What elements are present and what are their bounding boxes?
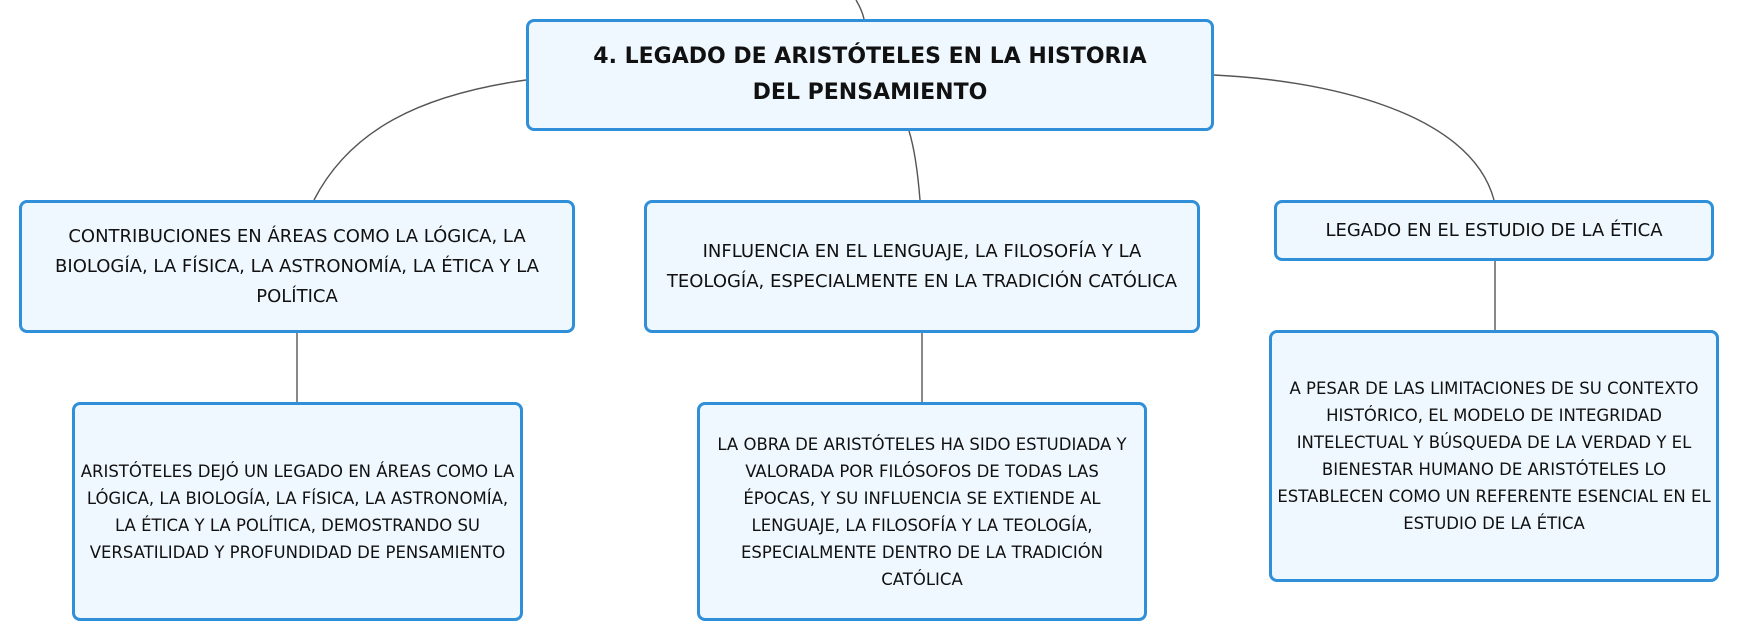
detail-node-contributions[interactable]: [72, 402, 523, 621]
detail-node-influence[interactable]: [697, 402, 1147, 621]
branch-label-contributions: CONTRIBUCIONES EN ÁREAS COMO LA LÓGICA, LA BIOLOGÍA, LA FÍSICA, LA ASTRONOMÍA, LA ÉTICA Y LA POLÍTICA: [55, 225, 539, 307]
branch-node-ethics[interactable]: [1274, 200, 1714, 261]
connector-root-ethics: [1214, 75, 1494, 200]
root-topic-node[interactable]: [526, 19, 1214, 131]
branch-label-ethics: LEGADO EN EL ESTUDIO DE LA ÉTICA: [1325, 219, 1663, 241]
branch-node-influence[interactable]: [644, 200, 1200, 333]
connector-root-contributions: [314, 80, 526, 200]
branch-label-influence: INFLUENCIA EN EL LENGUAJE, LA FILOSOFÍA Y LA TEOLOGÍA, ESPECIALMENTE EN LA TRADICIÓN CATÓLICA: [666, 240, 1178, 292]
detail-text-influence: LA OBRA DE ARISTÓTELES HA SIDO ESTUDIADA Y VALORADA POR FILÓSOFOS DE TODAS LAS ÉPOCAS, Y SU INFLUENCIA SE EXTIENDE AL LENGUAJE, LA FILOSOFÍA Y LA TEOLOGÍA, ESPECIALMENTE DENTRO DE LA TRADICIÓN CATÓLICA: [717, 434, 1127, 589]
connector-incoming-root: [856, 0, 864, 19]
detail-text-contributions: ARISTÓTELES DEJÓ UN LEGADO EN ÁREAS COMO LA LÓGICA, LA BIOLOGÍA, LA FÍSICA, LA ASTRONOMÍA, LA ÉTICA Y LA POLÍTICA, DEMOSTRANDO SU VERSATILIDAD Y PROFUNDIDAD DE PENSAMIENTO: [80, 461, 515, 562]
connector-root-influence: [909, 131, 920, 200]
detail-node-ethics[interactable]: [1269, 330, 1719, 582]
branch-node-contributions[interactable]: [19, 200, 575, 333]
detail-text-ethics: A PESAR DE LAS LIMITACIONES DE SU CONTEXTO HISTÓRICO, EL MODELO DE INTEGRIDAD INTELECTUAL Y BÚSQUEDA DE LA VERDAD Y EL BIENESTAR HUMANO DE ARISTÓTELES LO ESTABLECEN COMO UN REFERENTE ESENCIAL EN EL ESTUDIO DE LA ÉTICA: [1277, 379, 1711, 533]
root-topic-label: 4. LEGADO DE ARISTÓTELES EN LA HISTORIA DEL PENSAMIENTO: [593, 44, 1147, 105]
